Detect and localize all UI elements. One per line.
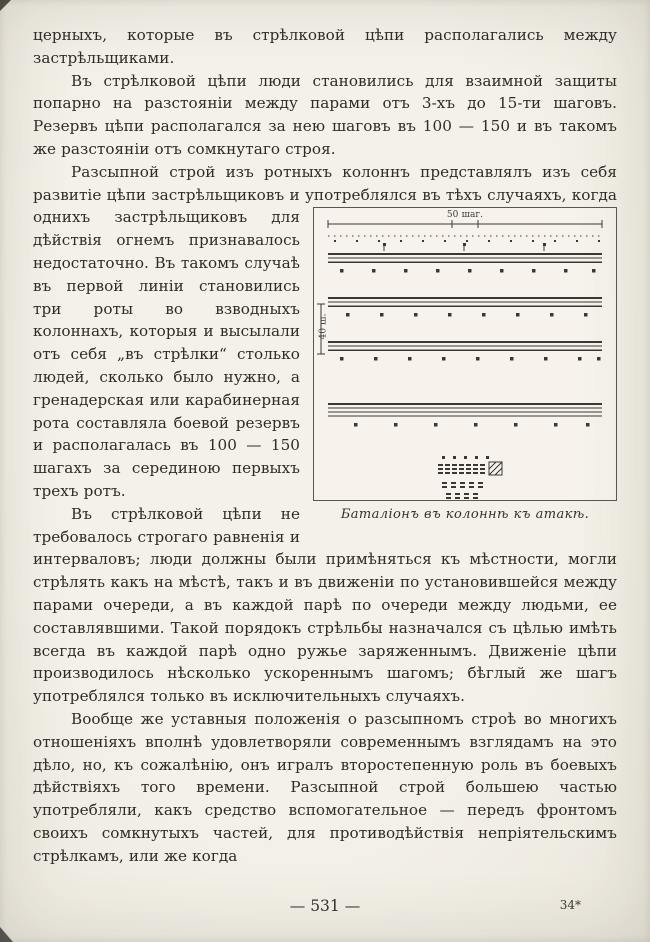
figure-caption: Баталіонъ въ колоннѣ къ атакѣ. [340, 506, 590, 522]
paragraph-chain-rules: Въ стрѣлковой цѣпи не требовалось строгаго равненія и интерваловъ; люди должны были примѣняться къ мѣстности, могли стрѣлять какъ на мѣстѣ, такъ и въ движеніи по установившейся между парами очереди, а въ каждой парѣ по очереди между людьми, ее составлявшими. Такой порядокъ стрѣльбы назначался съ цѣлью имѣть всегда въ каждой парѣ одно ружье заряженнымъ. Движеніе цѣпи производилось нѣсколько ускореннымъ шагомъ; бѣглый же шагъ употреблялся только въ исключительныхъ случаяхъ. [33, 504, 617, 706]
paragraph-continuation: церныхъ, которые въ стрѣлковой цѣпи располагались между застрѣльщиками. [33, 26, 617, 67]
figure-battalion-column [313, 207, 617, 523]
figure-top-dimension-label: 50 шаг. [446, 209, 484, 220]
page-number: — 531 — [289, 897, 361, 915]
paragraph-text: Разсыпной строй изъ ротныхъ колоннъ представлялъ изъ себя развитіе цѣпи застрѣльщиковъ и употреблялся въ тѣхъ случаяхъ, когда однихъ застрѣльщиковъ для дѣйствія огнемъ признавалось недостаточно. Въ такомъ случаѣ въ первой линіи становились три роты во взводныхъ колоннахъ, которыя и высылали отъ себя „въ стрѣлки“ столько людей, сколько было нужно, а гренадерская или карабинерная рота составляла боевой резервъ и располагалась въ 100 — 150 шагахъ за серединою первыхъ трехъ ротъ. [33, 162, 617, 500]
figure-left-dimension-label: 40 ш. [318, 313, 329, 340]
battalion-diagram-drawing [314, 208, 616, 500]
paragraph-skirmish-chain: Въ стрѣлковой цѣпи люди становились для взаимной защиты попарно на разстояніи между парами отъ 3-хъ до 15-ти шаговъ. Резервъ цѣпи располагался за нею шаговъ въ 100 — 150 и въ такомъ же разстояніи отъ сомкнутаго строя. [33, 71, 617, 158]
scan-corner-artifact-bottom [0, 927, 13, 942]
figure-diagram [313, 207, 617, 501]
paragraph-dispersed-order [33, 161, 617, 522]
scan-corner-artifact-top [0, 0, 11, 11]
page-content [33, 24, 617, 888]
page-footer [33, 897, 617, 915]
paragraph-conclusion: Вообще же уставныя положенія о разсыпномъ строѣ во многихъ отношеніяхъ вполнѣ удовлетворяли современнымъ взглядамъ на это дѣло, но, къ сожалѣнію, онъ игралъ второстепенную роль въ боевыхъ дѣйствіяхъ того времени. Разсыпной строй большею частью употребляли, какъ средство вспомогательное — передъ фронтомъ своихъ сомкнутыхъ частей, для противодѣйствія непріятельскимъ стрѣлкамъ, или же когда [33, 709, 617, 865]
printers-signature-mark: 34* [559, 898, 581, 912]
